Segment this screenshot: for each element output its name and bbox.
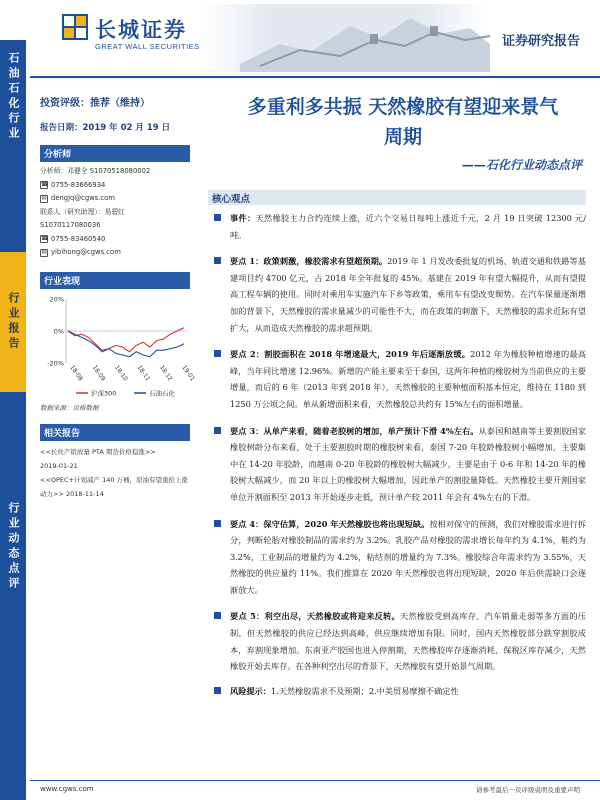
x-tick-label: 18-09	[90, 363, 107, 382]
side-category-bar	[0, 40, 26, 800]
report-title	[218, 92, 588, 152]
bullet-icon	[214, 520, 221, 527]
industry-trend-chart	[40, 293, 197, 401]
great-wall-logo-icon	[62, 14, 88, 40]
related-report-date: 2019-01-21	[40, 461, 78, 470]
side-comment-text: 行业动态点评	[7, 502, 20, 592]
assistant-name: 联系人（研究助理）：易碧红	[40, 207, 125, 216]
series-line-0	[68, 327, 184, 351]
x-tick-label: 18-11	[135, 363, 152, 382]
footer-divider	[30, 780, 600, 781]
point-heading: 风险提示：	[230, 685, 271, 696]
email-icon: ✉	[41, 248, 47, 256]
point-4	[212, 516, 586, 599]
trend-chart-svg	[40, 293, 197, 401]
assistant-phone	[40, 233, 190, 247]
point-2	[212, 346, 586, 412]
analyst-phone	[40, 179, 190, 193]
x-tick-label: 18-10	[113, 363, 129, 382]
analyst-phone-text: 0755-83666934	[51, 180, 106, 189]
point-5	[212, 608, 586, 674]
side-report-label	[0, 252, 26, 392]
point-3	[212, 423, 586, 506]
page-footer	[0, 776, 600, 800]
point-heading: 要点 2：割胶面积在 2018 年增速最大，2019 年后逐渐放缓。	[230, 349, 471, 360]
great-wall-illustration	[200, 4, 490, 72]
report-title-line1: 多重利多共振 天然橡胶有望迎来景气	[247, 96, 559, 118]
report-subtitle: ——石化行业动态点评	[461, 158, 582, 172]
analyst-info	[40, 165, 190, 260]
x-tick-label: 19-01	[180, 363, 197, 382]
email-icon: ✉	[41, 194, 47, 202]
point-heading: 要点 1：政策刺激，橡胶需求有望超预期。	[230, 256, 388, 267]
point-body: 天然橡胶主力合约连续上涨，近六个交易日每吨上涨近千元，2 月 19 日突破 12300 元/吨。	[230, 213, 586, 240]
core-view-title: 核心观点	[212, 194, 251, 205]
info-column	[40, 84, 197, 501]
report-header	[0, 0, 600, 78]
assistant-phone-text: 0755-83460540	[51, 234, 106, 243]
bullet-icon	[214, 612, 221, 619]
assistant-email-text[interactable]: yibihong@cgws.com	[51, 248, 121, 256]
report-type-label: 证券研究报告	[501, 34, 580, 49]
assistant-cert: S1070117080036	[40, 221, 101, 229]
analyst-email-text[interactable]: dengjq@cgws.com	[51, 194, 115, 202]
series-line-1	[68, 331, 184, 357]
x-tick-label: 18-08	[68, 363, 85, 382]
header-divider	[30, 76, 600, 78]
point-heading: 要点 3：从单产来看，随着老胶树的增加，单产预计下滑 4%左右。	[230, 425, 479, 436]
point-body: 2019 年 1 月发改委批复的机场、轨道交通和铁路等基建项目约 4700 亿元，占 2018 年全年批复的 45%。基建在 2019 年有望大幅提升，从而有望提高工程车辆的使用。同时对乘用车实施汽车下乡等政策，乘用车有望改变颓势。在汽车保量逐渐增加的背景下，天然橡胶的需求量减少的可能性不大，而在政策的刺激下，天然橡胶的需求近际有望扩大，从而造成天然橡胶的需求超预期。	[230, 256, 586, 333]
point-event	[212, 210, 586, 243]
report-date: 报告日期：2019 年 02 月 19 日	[40, 123, 171, 133]
point-body: 2012 年为橡胶种植增速的最高峰，当年同比增速 12.96%。新增的产能主要来至于泰国，这两年种植的橡胶树为当前供应的主要增量，而后的 6 年（2013 年到 2018 年），天然橡胶的主要种植面积基本恒定，维持在 1180 到 1250 万公顷之间。单从新增面积来看，天然橡胶总共约有 15%左右的面积增量。	[230, 349, 586, 409]
analyst-name: 分析师：邓健全 S1070518080002	[40, 167, 151, 175]
bullet-icon	[214, 350, 221, 357]
logo-english-name: GREAT WALL SECURITIES	[95, 42, 200, 51]
assistant-email[interactable]	[40, 246, 190, 260]
related-section-head: 相关报告	[40, 424, 190, 441]
point-heading: 要点 5：利空出尽，天然橡胶或将迎来反转。	[230, 611, 400, 622]
analyst-section-head: 分析师	[40, 145, 190, 162]
point-heading: 要点 4：保守估算，2020 年天然橡胶也将出现短缺。	[230, 518, 430, 529]
related-report-link[interactable]: <<长丝产销放量 PTA 期货价格稳涨>>	[40, 447, 156, 456]
footer-url[interactable]: www.cgws.com	[40, 785, 94, 793]
bullet-icon	[214, 687, 221, 694]
y-tick-label: 0%	[53, 327, 64, 335]
point-1	[212, 253, 586, 336]
bullet-icon	[214, 257, 221, 264]
side-industry-label	[0, 40, 26, 252]
y-tick-label: 20%	[49, 295, 64, 303]
bullet-icon	[214, 427, 221, 434]
point-body: 按相对保守的预测，我们对橡胶需求进行拆分，判断轮胎对橡胶制品的需求约为 3.2%。乳胶产品对橡胶的需求增长每年约为 4.1%，鞋约为 3.2%，工业制品的增量约为 4.2%，粘结剂的增量约为 7.3%。橡胶综合年需求约为 3.55%，天然橡胶的供应量约 11%。我们推算在 2020 年天然橡胶也将出现短缺，2020 年后供需缺口会逐渐放大。	[230, 518, 586, 595]
point-risk	[212, 683, 586, 700]
phone-icon: ☎	[41, 235, 49, 243]
y-tick-label: -20%	[47, 359, 64, 367]
side-comment-label	[0, 392, 26, 800]
logo-chinese-name: 长城证券	[95, 17, 187, 42]
x-tick-label: 18-12	[157, 363, 174, 382]
side-industry-text: 石油石化行业	[7, 52, 20, 142]
report-title-line2: 周期	[383, 126, 422, 148]
point-body: 从泰国和越南等主要割胶国家橡胶树龄分布来看，处于主要割胶时期的橡胶树来看，泰国 7-20 年胶龄橡胶树小幅增加，主要集中在 14-20 年胶龄，而越南 0-20 年胶龄的橡胶树大幅减少，主要是由于 0-6 年和 14-20 年的橡胶树大幅减少，而 20 年以上的橡胶树大幅增加，因此单产的割胶量降低。天然橡胶主要开割国家单位开割面积至 2013 年开始逐步走低，预计单产较 2011 年会有 4%左右的下滑。	[230, 425, 586, 502]
legend-label: 石油石化	[149, 389, 175, 397]
point-body: 1.天然橡胶需求不及预期；2.中美贸易摩擦不确定性	[270, 685, 459, 696]
point-body: 天然橡胶受到高库存、汽车销量走弱等多方面的压制，但天然橡胶的供应已经达到高峰，供应继续增加有限。同时，国内天然橡胶部分跌穿割胶成本，弃割现象增加。东南亚产胶国也进入停割期，天然橡胶库存逐渐消耗，保税区库存减少，天然橡胶开始去库存。在各种利空出尽的背景下，天然橡胶有望开始景气周期。	[230, 611, 586, 672]
investment-rating: 投资评级：推荐（维持）	[40, 98, 150, 109]
phone-icon: ☎	[41, 181, 49, 189]
bullet-icon	[214, 214, 221, 221]
point-heading: 事件：	[230, 213, 256, 223]
core-view-header	[208, 190, 586, 205]
chart-source: 数据来源：贝格数据	[40, 403, 99, 412]
side-report-text: 行业报告	[7, 292, 20, 352]
related-reports	[40, 445, 190, 501]
analyst-email[interactable]	[40, 192, 190, 206]
trend-section-head: 行业表现	[40, 272, 190, 289]
footer-disclaimer: 请参考最后一页评级说明及重要声明	[476, 786, 580, 794]
legend-label: 沪深300	[91, 389, 117, 397]
related-report-link[interactable]: <<OPEC+计划减产 140 万桶，原油有望重拾上涨动力>> 2018-11-14	[40, 475, 189, 498]
key-points	[212, 210, 586, 699]
